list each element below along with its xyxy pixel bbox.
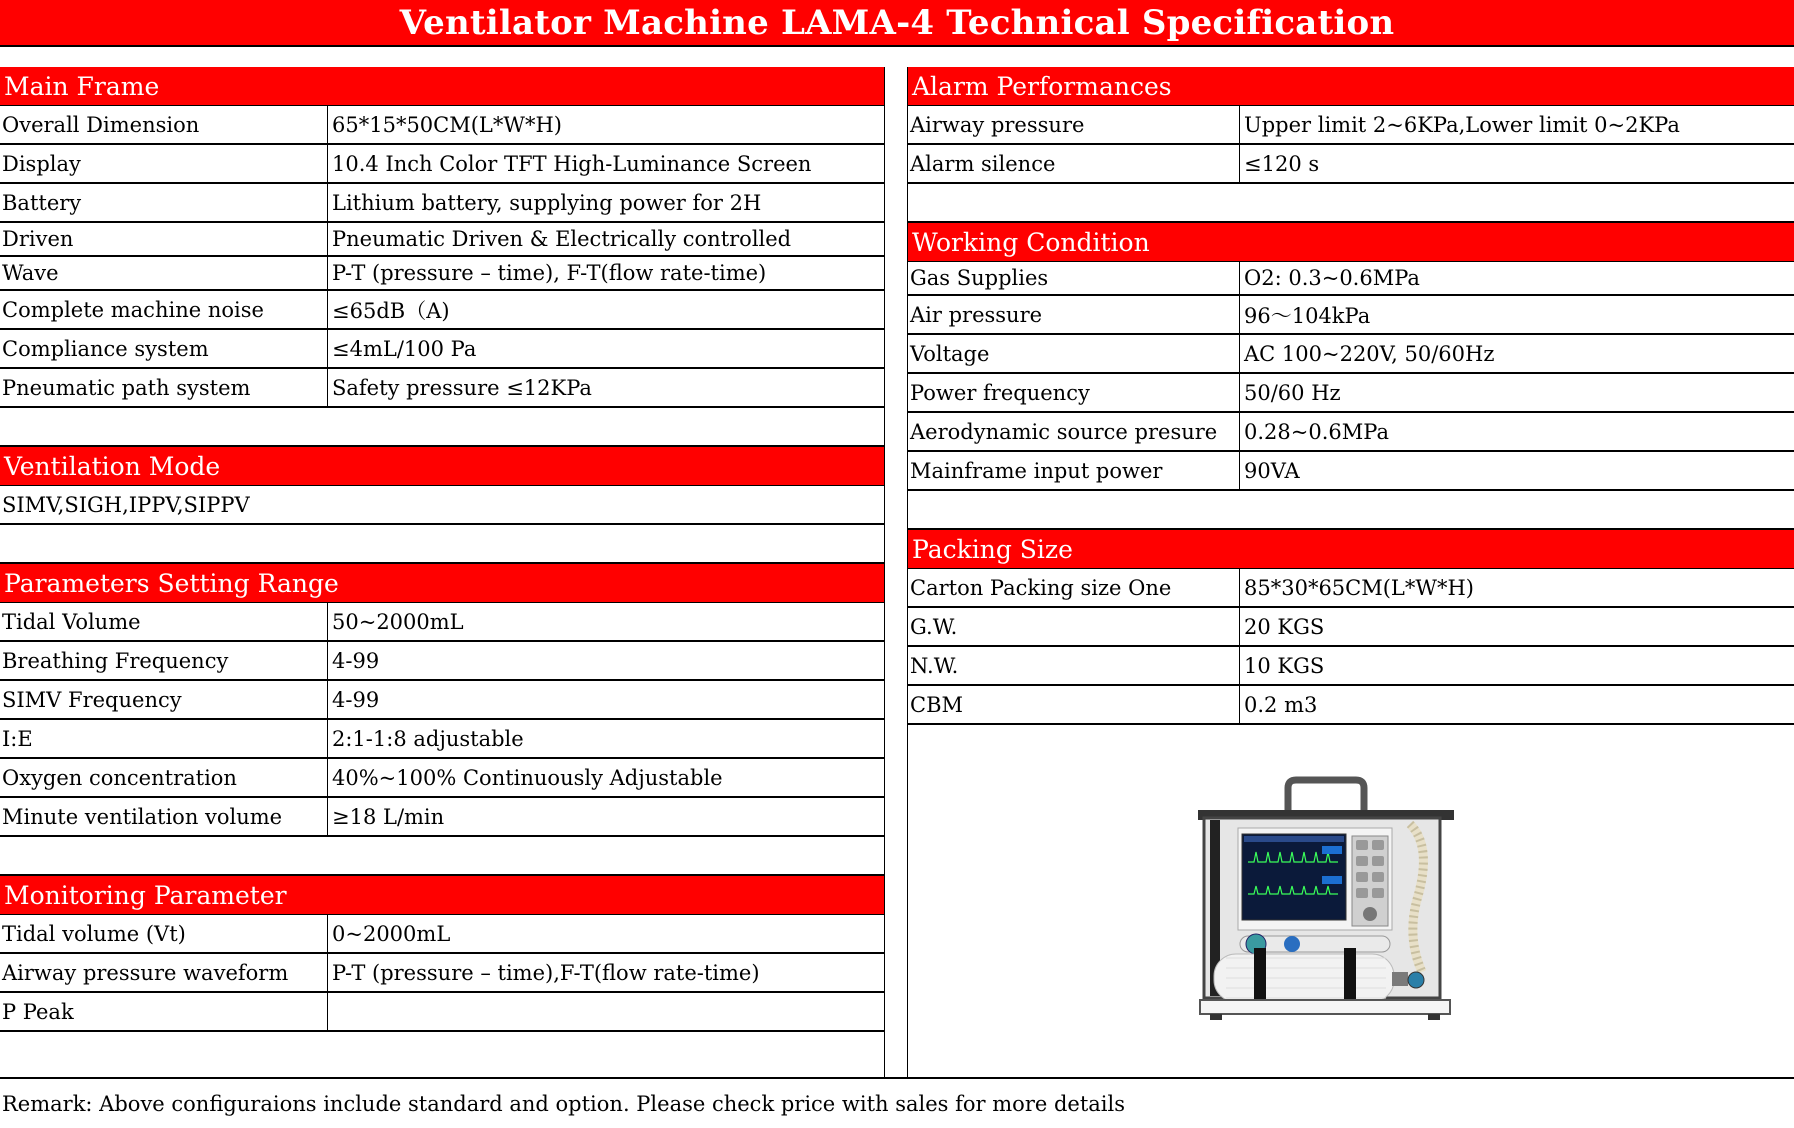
spec-row (0, 759, 884, 798)
spec-row (0, 145, 884, 184)
spec-value: 0.2 m3 (1244, 692, 1318, 717)
spec-label: Breathing Frequency (0, 642, 328, 679)
right-column (908, 67, 1794, 725)
spec-label: Minute ventilation volume (0, 798, 328, 835)
spec-row (908, 145, 1794, 184)
spec-row (0, 642, 884, 681)
spec-value (328, 993, 884, 1030)
spec-value: ≤4mL/100 Pa (332, 336, 477, 361)
spec-row (0, 223, 884, 257)
spec-label: Airway pressure waveform (0, 954, 328, 991)
spec-value: Pneumatic Driven & Electrically controlled (332, 227, 792, 251)
spec-value: ≤120 s (1244, 151, 1320, 176)
blank-row (0, 408, 884, 447)
spec-row (908, 296, 1794, 335)
spec-value: 0~2000mL (332, 921, 451, 946)
spec-label: Compliance system (0, 330, 328, 367)
spec-row (908, 608, 1794, 647)
spec-value: 85*30*65CM(L*W*H) (1244, 575, 1474, 600)
spec-label: Overall Dimension (0, 106, 328, 143)
spec-row (0, 993, 884, 1032)
spec-row (908, 374, 1794, 413)
blank-row (908, 491, 1794, 530)
spec-value: 20 KGS (1244, 614, 1325, 639)
spec-row (0, 291, 884, 330)
spec-value: 4-99 (332, 687, 380, 712)
spec-row (0, 486, 884, 525)
spec-value: ≤65dB（A) (332, 298, 450, 323)
spec-value: 40%~100% Continuously Adjustable (332, 765, 723, 790)
spec-value: SIMV,SIGH,IPPV,SIPPV (2, 492, 250, 517)
spec-label: P Peak (0, 993, 328, 1030)
spec-value: 2:1-1:8 adjustable (332, 726, 524, 751)
section-alarm-heading: Alarm Performances (908, 67, 1794, 106)
spec-row (0, 720, 884, 759)
spec-row (0, 330, 884, 369)
spec-label: Wave (0, 257, 328, 289)
spec-row (908, 452, 1794, 491)
spec-value: ≥18 L/min (332, 804, 445, 829)
page-title: Ventilator Machine LAMA-4 Technical Specification (399, 2, 1395, 43)
spec-value: 90VA (1244, 458, 1300, 483)
page-title-bar (0, 0, 1794, 47)
spec-row (908, 413, 1794, 452)
spec-value: 50/60 Hz (1244, 380, 1341, 405)
spec-row (0, 184, 884, 223)
spec-label: Alarm silence (908, 145, 1240, 182)
spec-row (0, 798, 884, 837)
spec-value: 4-99 (332, 648, 380, 673)
section-packing-heading: Packing Size (908, 530, 1794, 569)
spec-value: Lithium battery, supplying power for 2H (332, 190, 762, 215)
spec-value: Safety pressure ≤12KPa (332, 375, 592, 400)
spec-row (0, 257, 884, 291)
spec-label: G.W. (908, 608, 1240, 645)
spec-label: Tidal Volume (0, 603, 328, 640)
spec-label: Tidal volume (Vt) (0, 915, 328, 952)
spec-label: CBM (908, 686, 1240, 723)
spec-row (908, 647, 1794, 686)
spec-value: 96～104kPa (1244, 303, 1371, 328)
spec-row (908, 335, 1794, 374)
spec-value: 0.28~0.6MPa (1244, 419, 1389, 444)
spec-label: N.W. (908, 647, 1240, 684)
spec-label: Power frequency (908, 374, 1240, 411)
ventilator-product-image (1196, 776, 1456, 1046)
left-column (0, 67, 884, 1032)
spec-label: Complete machine noise (0, 291, 328, 328)
bottom-rule (0, 1077, 1794, 1079)
spec-label: Display (0, 145, 328, 182)
spec-row (0, 681, 884, 720)
spec-value: AC 100~220V, 50/60Hz (1244, 341, 1495, 366)
spec-row (0, 369, 884, 408)
section-working-heading: Working Condition (908, 223, 1794, 262)
spec-label: Carton Packing size One (908, 569, 1240, 606)
spec-label: Gas Supplies (908, 262, 1240, 294)
spec-label: Aerodynamic source presure (908, 413, 1240, 450)
spec-label: Driven (0, 223, 328, 255)
spec-label: Pneumatic path system (0, 369, 328, 406)
section-parameters-heading: Parameters Setting Range (0, 564, 884, 603)
spec-label: I:E (0, 720, 328, 757)
section-ventilation-mode-heading: Ventilation Mode (0, 447, 884, 486)
spec-label: Air pressure (908, 296, 1240, 333)
spec-label: Battery (0, 184, 328, 221)
section-main-frame-heading: Main Frame (0, 67, 884, 106)
spec-row (908, 262, 1794, 296)
spec-value: 50~2000mL (332, 609, 464, 634)
spec-value: 10 KGS (1244, 653, 1325, 678)
remark-text: Remark: Above configuraions include standard and option. Please check price with sales for more details (2, 1092, 1125, 1116)
spec-row (0, 954, 884, 993)
spec-value: P-T (pressure – time), F-T(flow rate-time) (332, 261, 767, 285)
spec-value: P-T (pressure – time),F-T(flow rate-time) (332, 960, 760, 985)
spec-row (0, 603, 884, 642)
spec-value: 10.4 Inch Color TFT High-Luminance Screen (332, 151, 812, 176)
spec-label: Oxygen concentration (0, 759, 328, 796)
blank-row (0, 837, 884, 876)
spec-row (908, 686, 1794, 725)
spec-row (908, 569, 1794, 608)
section-monitoring-heading: Monitoring Parameter (0, 876, 884, 915)
blank-row (0, 525, 884, 564)
spec-value: 65*15*50CM(L*W*H) (332, 112, 562, 137)
spec-label: Airway pressure (908, 106, 1240, 143)
spec-label: Voltage (908, 335, 1240, 372)
blank-row (908, 184, 1794, 223)
spec-row (0, 915, 884, 954)
spec-row (0, 106, 884, 145)
column-separator (884, 67, 908, 1078)
spec-label: SIMV Frequency (0, 681, 328, 718)
spec-label: Mainframe input power (908, 452, 1240, 489)
spec-row (908, 106, 1794, 145)
spec-value: O2: 0.3~0.6MPa (1244, 266, 1420, 290)
spec-value: Upper limit 2~6KPa,Lower limit 0~2KPa (1244, 112, 1680, 137)
